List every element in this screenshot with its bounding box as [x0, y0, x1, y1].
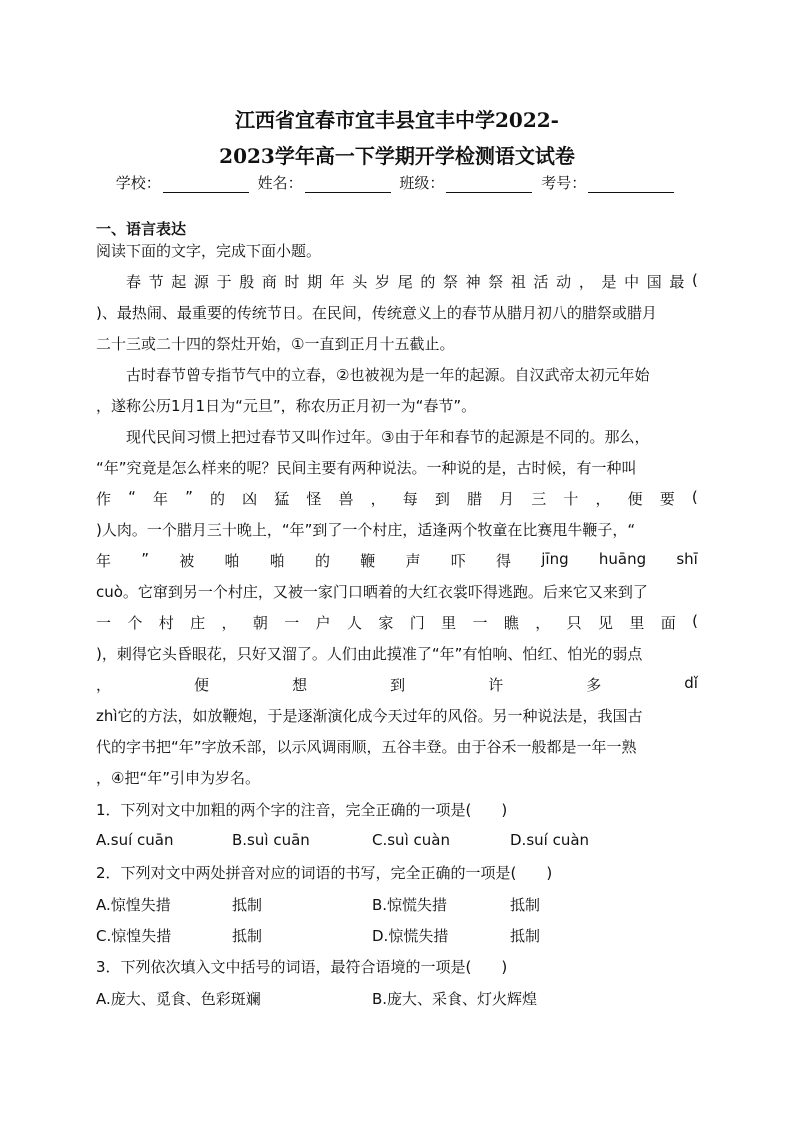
passage-token: ，	[535, 614, 551, 632]
passage-token: 吓	[450, 552, 466, 570]
passage-token: 腊	[467, 490, 483, 508]
answer-option-c[interactable]: C.suì cuàn	[372, 831, 450, 849]
passage-token: 得	[496, 552, 512, 570]
passage-token: ，	[370, 490, 386, 508]
passage-token: 猛	[274, 490, 290, 508]
answer-option-d-word: 抵制	[510, 927, 541, 945]
passage-token: jīng	[541, 550, 569, 568]
passage-token: 个	[127, 614, 143, 632]
passage-line	[96, 550, 698, 571]
passage-token: ”	[141, 550, 150, 568]
passage-token: 中	[624, 273, 640, 291]
passage-token: 的	[210, 490, 226, 508]
passage-token: 是	[601, 273, 617, 291]
answer-option-b[interactable]: B.惊慌失措	[372, 896, 448, 914]
passage-line: cuò。它窜到另一个村庄，又被一家门口晒着的大红衣裳吓得逃跑。后来它又来到了	[96, 583, 648, 601]
passage-token: 啪	[269, 552, 285, 570]
passage-token: 兽	[338, 490, 354, 508]
answer-option-a[interactable]: A.庞大、觅食、色彩斑斓	[96, 990, 261, 1008]
passage-token: 家	[378, 614, 394, 632]
answer-option-c[interactable]: C.惊惶失措	[96, 927, 172, 945]
passage-line: “年”究竟是怎么样来的呢？民间主要有两种说法。一种说的是，古时候，有一种叫	[96, 459, 637, 477]
passage-token: 许	[488, 676, 504, 694]
passage-line: )人肉。一个腊月三十晚上，“年”到了一个村庄，适逢两个牧童在比赛甩牛鞭子，“	[96, 521, 636, 539]
passage-token: 于	[216, 273, 232, 291]
passage-token: 被	[179, 552, 195, 570]
passage-line: 代的字书把“年”字放禾部，以示风调雨顺，五谷丰登。由于谷禾一般都是一年一熟	[96, 738, 637, 756]
passage-token: ，	[221, 614, 237, 632]
passage-token: 祭	[442, 273, 458, 291]
passage-token: 作	[96, 490, 112, 508]
answer-option-b-word: 抵制	[510, 896, 541, 914]
passage-line: 二十三或二十四的祭灶开始，①一直到正月十五截止。	[96, 335, 455, 353]
passage-token: 凶	[242, 490, 258, 508]
section-instruction: 阅读下面的文字，完成下面小题。	[96, 242, 322, 260]
passage-token: 便	[194, 676, 210, 694]
student-info-line	[0, 172, 794, 193]
section-heading: 一、语言表达	[96, 220, 187, 238]
passage-token: 怪	[306, 490, 322, 508]
passage-token: 见	[598, 614, 614, 632]
passage-token: 国	[646, 273, 662, 291]
passage-token: 庄	[190, 614, 206, 632]
passage-token: 祖	[510, 273, 526, 291]
passage-token: 月	[499, 490, 515, 508]
answer-option-d[interactable]: D.惊慌失措	[372, 927, 449, 945]
exam-title-line2: 2023学年高一下学期开学检测语文试卷	[219, 144, 575, 168]
passage-token: 三	[531, 490, 547, 508]
passage-token: 一	[96, 614, 112, 632]
passage-token: 门	[409, 614, 425, 632]
passage-token: huāng	[598, 550, 647, 568]
passage-line	[126, 271, 698, 292]
passage-token: (	[692, 612, 698, 630]
passage-line	[96, 612, 698, 633]
passage-line: )、最热闹、最重要的传统节日。在民间，传统意义上的春节从腊月初八的腊祭或腊月	[96, 304, 657, 322]
passage-token: dǐ	[684, 674, 698, 692]
passage-token: 声	[405, 552, 421, 570]
passage-token: ，	[595, 490, 611, 508]
passage-token: 商	[261, 273, 277, 291]
passage-token: 朝	[252, 614, 268, 632]
passage-line: 现代民间习惯上把过春节又叫作过年。③由于年和春节的起源是不同的。那么，	[126, 428, 650, 446]
exam-no-blank[interactable]	[588, 178, 674, 193]
exam-no-label: 考号：	[541, 174, 587, 192]
passage-token: 想	[292, 676, 308, 694]
passage-token: 的	[315, 552, 331, 570]
question-stem: 2．下列对文中两处拼音对应的词语的书写，完全正确的一项是( )	[96, 864, 553, 882]
passage-token: 面	[660, 614, 676, 632]
passage-token: 殷	[239, 273, 255, 291]
passage-token: 年	[153, 490, 169, 508]
answer-option-b[interactable]: B.庞大、采食、灯火辉煌	[372, 990, 538, 1008]
passage-token: 祭	[488, 273, 504, 291]
answer-option-d[interactable]: D.suí cuàn	[510, 831, 590, 849]
class-blank[interactable]	[446, 178, 532, 193]
passage-token: 里	[629, 614, 645, 632]
passage-token: 头	[352, 273, 368, 291]
passage-token: 源	[193, 273, 209, 291]
passage-line: zhì它的方法，如放鞭炮，于是逐渐演化成今天过年的风俗。另一种说法是，我国古	[96, 707, 643, 725]
passage-token: 一	[284, 614, 300, 632]
passage-token: (	[691, 488, 698, 506]
answer-option-b[interactable]: B.suì cuān	[232, 831, 310, 849]
question-stem: 1．下列对文中加粗的两个字的注音，完全正确的一项是( )	[96, 801, 508, 819]
passage-token: 到	[390, 676, 406, 694]
passage-token: 人	[347, 614, 363, 632]
passage-token: 瞧	[503, 614, 519, 632]
passage-token: 年	[329, 273, 345, 291]
passage-token: 户	[315, 614, 331, 632]
passage-token: 要	[659, 490, 675, 508]
exam-title-line1: 江西省宜春市宜丰县宜丰中学2022-	[235, 108, 559, 132]
answer-option-a-word: 抵制	[232, 896, 263, 914]
passage-token: 便	[627, 490, 643, 508]
passage-token: 年	[96, 552, 112, 570]
answer-option-a[interactable]: A.惊惶失措	[96, 896, 171, 914]
school-label: 学校：	[115, 174, 161, 192]
passage-line: )，刺得它头昏眼花，只好又溜了。人们由此摸准了“年”有怕响、怕红、怕光的弱点	[96, 645, 643, 663]
passage-token: 每	[402, 490, 418, 508]
class-label: 班级：	[399, 174, 445, 192]
name-blank[interactable]	[305, 178, 391, 193]
passage-token: “	[128, 488, 136, 506]
passage-token: 村	[158, 614, 174, 632]
question-stem: 3．下列依次填入文中括号的词语，最符合语境的一项是( )	[96, 958, 508, 976]
passage-token: 的	[420, 273, 436, 291]
passage-token: 十	[563, 490, 579, 508]
passage-token: 一	[472, 614, 488, 632]
passage-token: 神	[465, 273, 481, 291]
passage-token: 春	[126, 273, 142, 291]
name-label: 姓名：	[257, 174, 303, 192]
passage-line: ，遂称公历1月1日为“元旦”，称农历正月初一为“春节”。	[96, 397, 477, 415]
passage-line	[96, 674, 698, 695]
passage-token: 尾	[397, 273, 413, 291]
passage-token: 岁	[375, 273, 391, 291]
passage-token: shī	[676, 550, 698, 568]
passage-token: 到	[434, 490, 450, 508]
passage-token: 起	[171, 273, 187, 291]
passage-token: 里	[441, 614, 457, 632]
passage-token: 时	[284, 273, 300, 291]
passage-token: 鞭	[360, 552, 376, 570]
answer-option-a[interactable]: A.suí cuān	[96, 831, 174, 849]
passage-line: 古时春节曾专指节气中的立春，②也被视为是一年的起源。自汉武帝太初元年始	[126, 366, 650, 384]
passage-token: ，	[578, 273, 594, 291]
passage-token: 节	[148, 273, 164, 291]
passage-token: 期	[307, 273, 323, 291]
passage-token: 动	[556, 273, 572, 291]
passage-token: ，	[96, 676, 112, 694]
passage-token: 多	[586, 676, 602, 694]
passage-token: 啪	[224, 552, 240, 570]
passage-line	[96, 488, 698, 509]
passage-line: ，④把“年”引申为岁名。	[96, 769, 260, 787]
passage-token: 只	[566, 614, 582, 632]
passage-token: 活	[533, 273, 549, 291]
passage-token: 最	[669, 273, 685, 291]
passage-token: (	[692, 271, 698, 289]
passage-token: ”	[185, 488, 193, 506]
answer-option-c-word: 抵制	[232, 927, 263, 945]
school-blank[interactable]	[163, 178, 249, 193]
